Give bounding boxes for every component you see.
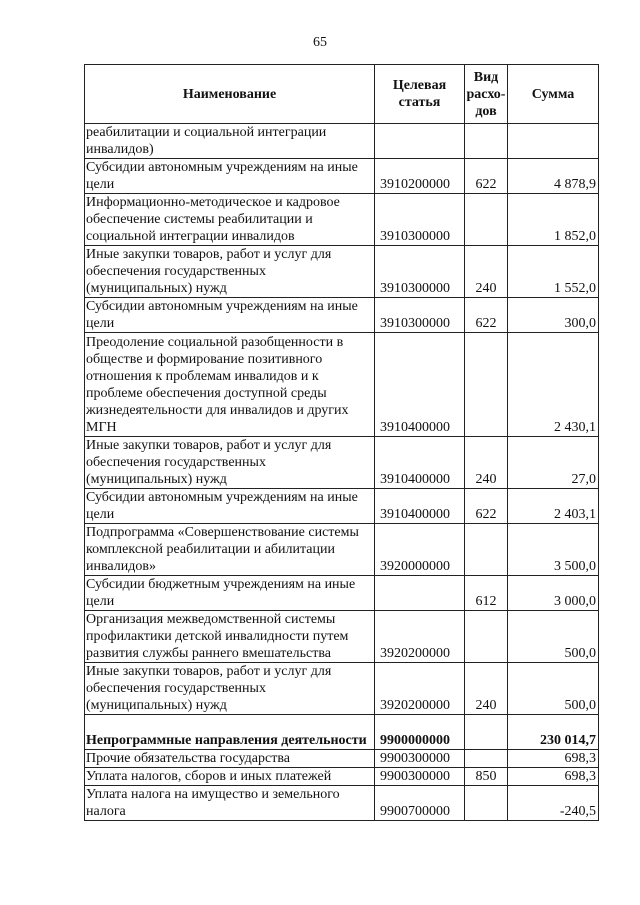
cell-expense-kind: [465, 715, 508, 750]
cell-name: реабилитации и социальной интеграции инвалидов): [85, 124, 375, 159]
cell-expense-kind: 622: [465, 298, 508, 333]
table-row: [85, 246, 599, 298]
cell-target-code: [375, 124, 465, 159]
cell-name: Субсидии автономным учреждениям на иные цели: [85, 298, 375, 333]
cell-expense-kind: [465, 786, 508, 821]
cell-target-code: 3920000000: [375, 524, 465, 576]
cell-name: Иные закупки товаров, работ и услуг для обеспечения государственных (муниципальных) нужд: [85, 663, 375, 715]
cell-target-code: 9900300000: [375, 768, 465, 786]
table-row: [85, 663, 599, 715]
cell-amount: 300,0: [508, 298, 599, 333]
cell-amount: 3 000,0: [508, 576, 599, 611]
cell-target-code: 3910200000: [375, 159, 465, 194]
cell-amount: [508, 124, 599, 159]
cell-expense-kind: [465, 524, 508, 576]
table-row: [85, 489, 599, 524]
cell-expense-kind: 622: [465, 489, 508, 524]
cell-expense-kind: 240: [465, 437, 508, 489]
cell-expense-kind: [465, 611, 508, 663]
cell-amount: 1 852,0: [508, 194, 599, 246]
cell-amount: 1 552,0: [508, 246, 599, 298]
cell-name: Субсидии бюджетным учреждениям на иные цели: [85, 576, 375, 611]
cell-name: Организация межведомственной системы профилактики детской инвалидности путем развития службы раннего вмешательства: [85, 611, 375, 663]
cell-amount: 4 878,9: [508, 159, 599, 194]
page-number: 65: [313, 35, 327, 50]
header-kind: Вид расхо-дов: [465, 65, 508, 124]
cell-target-code: 3910400000: [375, 437, 465, 489]
cell-target-code: 3910300000: [375, 246, 465, 298]
cell-name: Преодоление социальной разобщенности в обществе и формирование позитивного отношения к проблемам инвалидов и к проблеме обеспечения доступной среды жизнедеятельности для инвалидов и других МГН: [85, 333, 375, 437]
cell-amount: 500,0: [508, 611, 599, 663]
cell-expense-kind: 850: [465, 768, 508, 786]
table-body: [85, 124, 599, 821]
table-row: [85, 715, 599, 750]
table-row: [85, 576, 599, 611]
cell-expense-kind: 240: [465, 663, 508, 715]
table-row: [85, 768, 599, 786]
table-header-row: [85, 65, 599, 124]
cell-expense-kind: 612: [465, 576, 508, 611]
table-row: [85, 611, 599, 663]
cell-name: Информационно-методическое и кадровое обеспечение системы реабилитации и социальной интеграции инвалидов: [85, 194, 375, 246]
header-amount: Сумма: [508, 65, 599, 124]
cell-target-code: 3910400000: [375, 333, 465, 437]
header-name: Наименование: [85, 65, 375, 124]
cell-amount: 2 403,1: [508, 489, 599, 524]
table-row: [85, 124, 599, 159]
cell-amount: 2 430,1: [508, 333, 599, 437]
cell-expense-kind: [465, 124, 508, 159]
cell-target-code: 9900700000: [375, 786, 465, 821]
cell-amount: 698,3: [508, 750, 599, 768]
table-row: [85, 524, 599, 576]
header-target: Целевая статья: [375, 65, 465, 124]
cell-expense-kind: 622: [465, 159, 508, 194]
table-row: [85, 333, 599, 437]
cell-amount: 3 500,0: [508, 524, 599, 576]
cell-expense-kind: [465, 194, 508, 246]
cell-expense-kind: [465, 333, 508, 437]
cell-name: Уплата налога на имущество и земельного налога: [85, 786, 375, 821]
cell-amount: 230 014,7: [508, 715, 599, 750]
cell-target-code: 3910400000: [375, 489, 465, 524]
cell-target-code: 3910300000: [375, 194, 465, 246]
cell-amount: 500,0: [508, 663, 599, 715]
cell-name: Иные закупки товаров, работ и услуг для обеспечения государственных (муниципальных) нужд: [85, 246, 375, 298]
cell-target-code: [375, 576, 465, 611]
table-row: [85, 750, 599, 768]
table-row: [85, 159, 599, 194]
table-row: [85, 298, 599, 333]
table-row: [85, 786, 599, 821]
cell-target-code: 9900300000: [375, 750, 465, 768]
budget-table: [84, 64, 599, 821]
cell-target-code: 3920200000: [375, 611, 465, 663]
cell-name: Уплата налогов, сборов и иных платежей: [85, 768, 375, 786]
cell-expense-kind: 240: [465, 246, 508, 298]
cell-amount: 27,0: [508, 437, 599, 489]
cell-amount: -240,5: [508, 786, 599, 821]
cell-amount: 698,3: [508, 768, 599, 786]
cell-name: Подпрограмма «Совершенствование системы комплексной реабилитации и абилитации инвалидов»: [85, 524, 375, 576]
table-row: [85, 194, 599, 246]
cell-name: Непрограммные направления деятельности: [85, 715, 375, 750]
cell-expense-kind: [465, 750, 508, 768]
cell-name: Прочие обязательства государства: [85, 750, 375, 768]
cell-target-code: 3910300000: [375, 298, 465, 333]
cell-target-code: 9900000000: [375, 715, 465, 750]
table-row: [85, 437, 599, 489]
cell-name: Субсидии автономным учреждениям на иные цели: [85, 159, 375, 194]
cell-name: Иные закупки товаров, работ и услуг для обеспечения государственных (муниципальных) нужд: [85, 437, 375, 489]
cell-name: Субсидии автономным учреждениям на иные цели: [85, 489, 375, 524]
cell-target-code: 3920200000: [375, 663, 465, 715]
